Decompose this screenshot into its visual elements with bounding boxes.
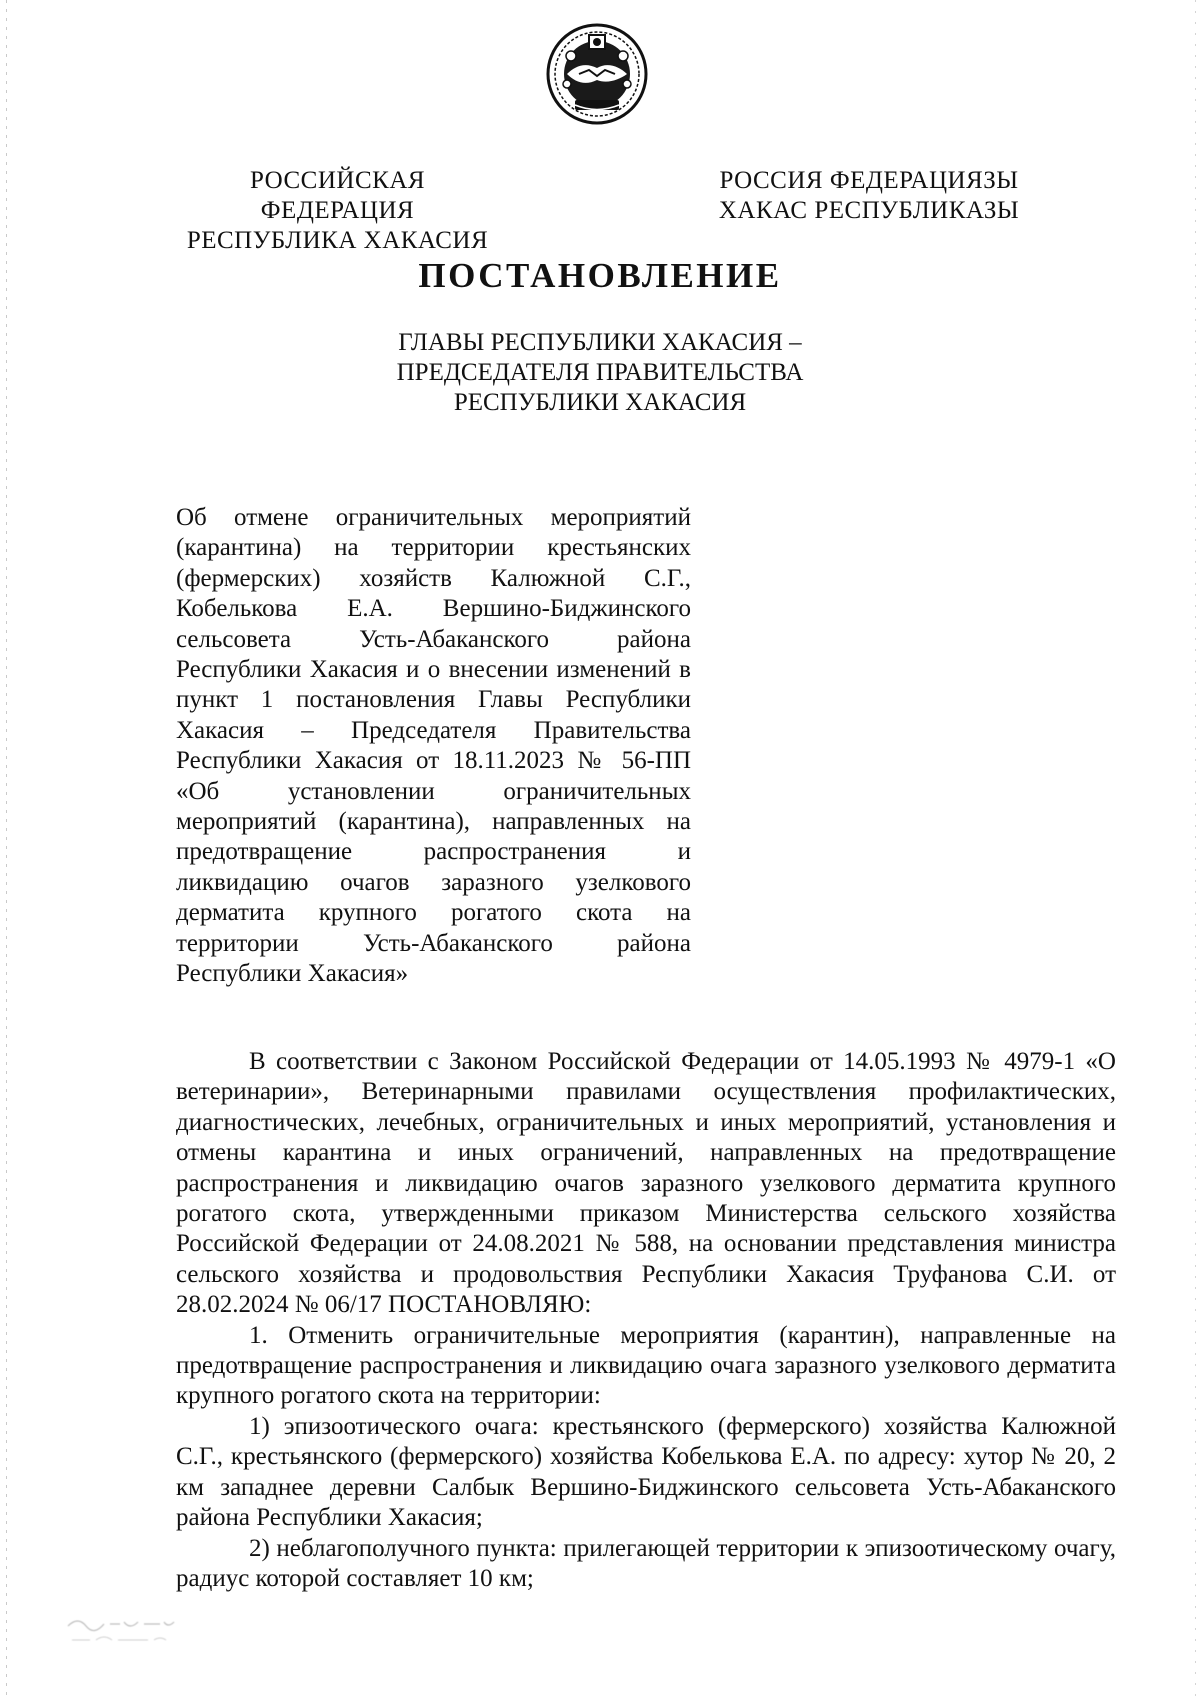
document-title: ПОСТАНОВЛЕНИЕ [418,256,782,295]
body-item-1-2: 2) неблагополучного пункта: прилегающей территории к эпизоотическому очагу, радиус которой составляет 10 км; [176,1534,1116,1592]
scan-edge-left [6,0,7,1698]
header-left-line2: РЕСПУБЛИКА ХАКАСИЯ [186,227,489,254]
header-right-line1: РОССИЯ ФЕДЕРАЦИЯЗЫ [719,167,1019,194]
header-left-line1: РОССИЙСКАЯ ФЕДЕРАЦИЯ [249,167,426,224]
body-item-1-1: 1) эпизоотического очага: крестьянского (фермерского) хозяйства Калюжной С.Г., крестьянского (фермерского) хозяйства Кобелькова Е.А. по адресу: хутор № 20, 2 км западнее деревни Салбык Вершино-Биджинского сельсовета Усть-Абаканского района Республики Хакасия; [176,1412,1116,1532]
subtitle-line3: РЕСПУБЛИКИ ХАКАСИЯ [453,389,747,416]
document-subtitle [300,328,900,418]
body-preamble: В соответствии с Законом Российской Федерации от 14.05.1993 № 4979-1 «О ветеринарии», Ветеринарными правилами осуществления профилактических, диагностических, лечебных, ограничительных и иных мероприятий, установления и отмены карантина и иных ограничений, направленных на предотвращение распространения и ликвидацию очагов заразного узелкового дерматита крупного рогатого скота, утвержденными приказом Министерства сельского хозяйства Российской Федерации от 24.08.2021 № 588, на основании представления министра сельского хозяйства и продовольствия Республики Хакасия Труфанова С.И. от 28.02.2024 № 06/17 ПОСТАНОВЛЯЮ: [176,1048,1116,1319]
header-left [170,166,505,256]
faint-signature-stamp [64,1612,194,1648]
body-item-1: 1. Отменить ограничительные мероприятия (карантин), направленные на предотвращение распространения и ликвидацию очага заразного узелкового дерматита крупного рогатого скота на территории: [176,1321,1116,1410]
khakassia-emblem-icon [545,22,649,126]
header-right-line2: ХАКАС РЕСПУБЛИКАЗЫ [718,197,1020,224]
document-subject: Об отмене ограничительных мероприятий (карантина) на территории крестьянских (фермерских) хозяйств Калюжной С.Г., Кобелькова Е.А. Вершино-Биджинского сельсовета Усть-Абаканского района Республики Хакасия и о внесении изменений в пункт 1 постановления Главы Республики Хакасия – Председателя Правительства Республики Хакасия от 18.11.2023 № 56-ПП «Об установлении ограничительных мероприятий (карантина), направленных на предотвращение распространения и ликвидацию очагов заразного узелкового дерматита крупного рогатого скота на территории Усть-Абаканского района Республики Хакасия» [176,504,691,988]
document-body [176,1047,1116,1594]
scan-edge-right [1195,0,1196,1698]
subtitle-line1: ГЛАВЫ РЕСПУБЛИКИ ХАКАСИЯ – [398,329,802,356]
header-right [704,166,1034,226]
subtitle-line2: ПРЕДСЕДАТЕЛЯ ПРАВИТЕЛЬСТВА [396,359,804,386]
